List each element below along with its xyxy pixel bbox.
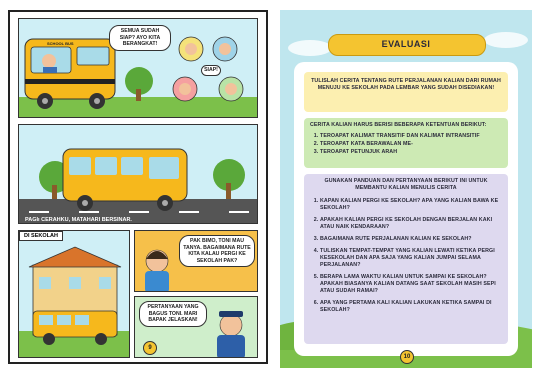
question-item: 3. BAGAIMANA RUTE PERJALANAN KALIAN KE SEKOLAH? <box>320 236 502 243</box>
rule-item: 3. TEROAPAT PETUNJUK ARAH <box>320 149 502 156</box>
question-item: 6. APA YANG PERTAMA KALI KALIAN LAKUKAN KETIKA SAMPAI DI SEKOLAH? <box>320 300 502 314</box>
evaluation-card <box>294 62 518 356</box>
speech-bubble-teacher: PERTANYAAN YANG BAGUS TONI. MARI BAPAK JELASKAN! <box>139 301 207 327</box>
instruction-text: TULISLAH CERITA TENTANG RUTE PERJALANAN KALIAN DARI RUMAH MENUJU KE SEKOLAH PADA LEMBAR YANG SUDAH DISEDIAKAN! <box>311 78 501 91</box>
bus-sign: SCHOOL BUS <box>47 41 74 46</box>
questions-list <box>310 198 502 314</box>
page-number-9: 9 <box>143 341 157 355</box>
page-title: EVALUASI <box>381 39 431 49</box>
question-item: 1. KAPAN KALIAN PERGI KE SEKOLAH? APA YANG KALIAN BAWA KE SEKOLAH? <box>320 198 502 212</box>
rule-item: 2. TEROAPAT KATA BERAWALAN ME- <box>320 141 502 148</box>
panel-3-caption: DI SEKOLAH <box>19 231 63 241</box>
panel-2-scene <box>19 125 258 224</box>
comic-panel-5 <box>134 296 258 358</box>
question-item: 5. BERAPA LAMA WAKTU KALIAN UNTUK SAMPAI KE SEKOLAH? APAKAH BIASANYA KALIAN DATANG SAAT SEKOLAH MASIH SEPI ATAU SUDAH RAMAI? <box>320 274 502 295</box>
speech-bubble-driver: SEMUA SUDAH SIAP? AYO KITA BERANGKAT! <box>109 25 171 51</box>
comic-panel-3 <box>18 230 130 358</box>
panel-2-caption: PAGIı CERAHKU, MATAHARI BERSINAR. <box>25 217 132 223</box>
rule-item: 1. TEROAPAT KALIMAT TRANSITIF DAN KALIMAT INTRANSITIF <box>320 133 502 140</box>
rules-heading: CERITA KALIAN HARUS BERISI BEBERAPA KETENTUAN BERIKUT: <box>310 122 487 128</box>
comic-page <box>8 10 268 364</box>
question-item: 4. TULISKAN TEMPAT-TEMPAT YANG KALIAN LEWATI KETIKA PERGI KESEKOLAH DAN APA SAJA YANG KALIAN JUMPAI SELAMA PERJALANAN? <box>320 248 502 269</box>
question-item: 2. APAKAH KALIAN PERGI KE SEKOLAH DENGAN BERJALAN KAKI ATAU NAIK KENDARAAN? <box>320 217 502 231</box>
page-number-10: 10 <box>400 350 414 364</box>
evaluation-page <box>280 10 532 368</box>
school-scene <box>19 231 130 358</box>
speech-bubble-kids: SIAP! <box>201 65 221 76</box>
questions-heading: GUNAKAN PANDUAN DAN PERTANYAAN BERIKUT INI UNTUK MEMBANTU KALIAN MENULIS CERITA <box>324 178 488 191</box>
rules-box <box>304 118 508 168</box>
instruction-box <box>304 72 508 112</box>
comic-panel-4 <box>134 230 258 292</box>
speech-bubble-toni: PAK BIMO, TONI MAU TANYA. BAGAIMANA RUTE KITA KALAU PERGI KE SEKOLAH PAK? <box>179 235 255 267</box>
questions-box <box>304 174 508 344</box>
rules-list <box>310 133 502 156</box>
comic-panel-2 <box>18 124 258 224</box>
comic-panel-1 <box>18 18 258 118</box>
